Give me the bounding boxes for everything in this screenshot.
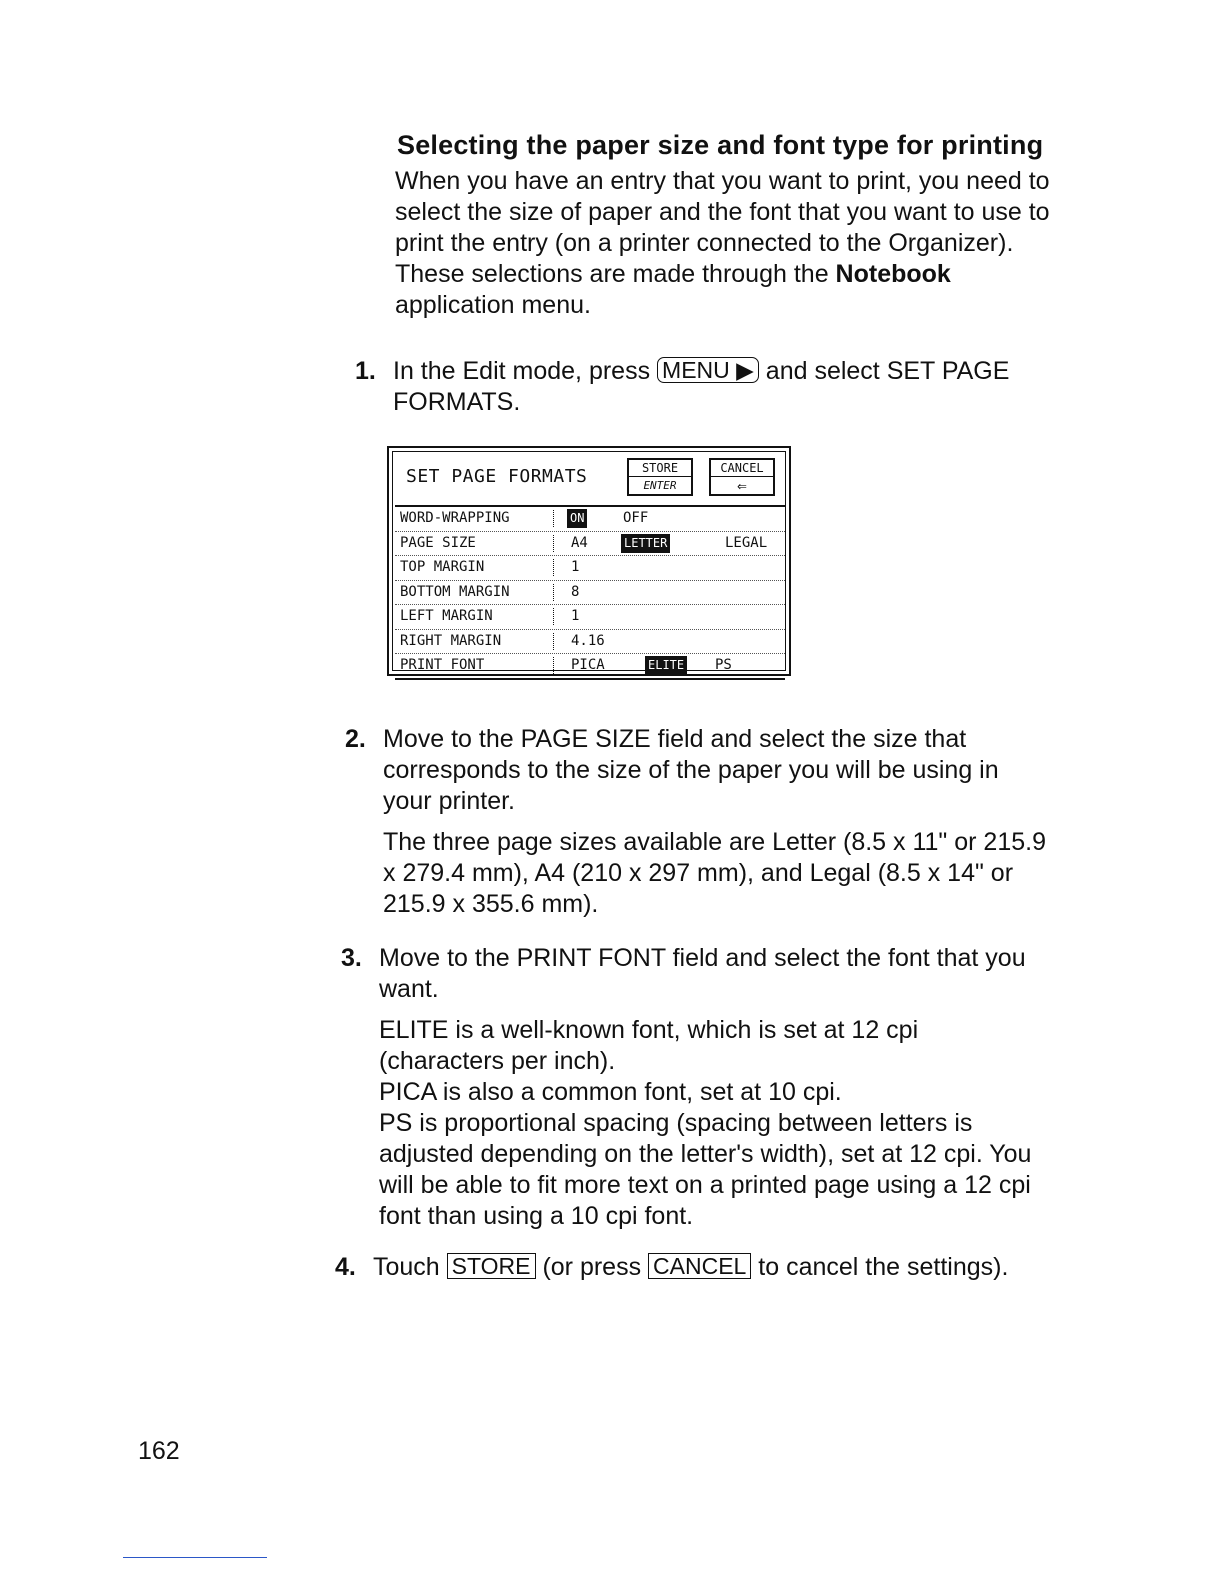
step-1: [355, 356, 1063, 418]
row-separator: [553, 657, 554, 674]
option-letter-selected[interactable]: LETTER: [621, 534, 670, 553]
row-separator: [553, 633, 554, 650]
row-label: WORD-WRAPPING: [400, 510, 510, 526]
intro-text-before: When you have an entry that you want to print, you need to select the size of paper and the font that you want to use to print the entry (on a printer connected to the Organizer). These selections are made through the: [395, 167, 1050, 288]
option-off[interactable]: OFF: [623, 510, 649, 526]
row-label: TOP MARGIN: [400, 559, 485, 575]
row-separator: [553, 535, 554, 552]
step-number: 4.: [335, 1253, 356, 1281]
row-right-margin[interactable]: [395, 630, 785, 655]
row-separator: [553, 608, 554, 625]
settings-table: [395, 505, 785, 680]
row-label: PAGE SIZE: [400, 534, 476, 551]
step-2-paragraph-2: The three page sizes available are Letter (8.5 x 11" or 215.9 x 279.4 mm), A4 (210 x 297 mm), and Legal (8.5 x 14" or 215.9 x 355.6 mm).: [383, 828, 1046, 918]
row-left-margin[interactable]: [395, 605, 785, 630]
step-3-paragraph-1: Move to the PRINT FONT field and select the font that you want.: [379, 944, 1026, 1003]
row-separator: [553, 584, 554, 601]
cancel-key: CANCEL: [648, 1253, 751, 1279]
step-1-text-after: and select SET PAGE FORMATS.: [393, 357, 1010, 416]
step-3-ps-text: PS is proportional spacing (spacing between letters is adjusted depending on the letter's width), set at 12 cpi. You will be able to fit more text on a printed page using a 12 cpi font than using a 10 cpi font.: [379, 1109, 1032, 1230]
option-ps[interactable]: PS: [715, 657, 732, 673]
cancel-button-label: CANCEL: [711, 460, 773, 477]
step-number: 2.: [345, 725, 366, 753]
cancel-button[interactable]: [709, 458, 775, 496]
menu-key: MENU ▶: [657, 357, 759, 383]
intro-paragraph: [395, 166, 1075, 321]
step-3-elite-text: ELITE is a well-known font, which is set at 12 cpi (characters per inch).: [379, 1016, 919, 1075]
section-heading: Selecting the paper size and font type for printing: [397, 130, 1044, 160]
option-pica[interactable]: PICA: [571, 657, 605, 673]
step-1-text-before: In the Edit mode, press: [393, 357, 658, 385]
step-number: 3.: [341, 944, 362, 972]
step-4-text-2: (or press: [535, 1253, 649, 1281]
step-number: 1.: [355, 357, 376, 385]
store-button-label: STORE: [629, 460, 691, 477]
right-margin-value[interactable]: 4.16: [571, 632, 605, 649]
option-legal[interactable]: LEGAL: [725, 534, 768, 551]
store-button[interactable]: [627, 458, 693, 496]
left-margin-value[interactable]: 1: [571, 608, 580, 624]
screen-title: SET PAGE FORMATS: [406, 466, 588, 487]
top-margin-value[interactable]: 1: [571, 559, 580, 575]
row-word-wrapping[interactable]: [395, 507, 785, 532]
step-4-text-3: to cancel the settings).: [751, 1253, 1009, 1281]
row-print-font[interactable]: [395, 654, 785, 678]
row-top-margin[interactable]: [395, 556, 785, 581]
page-number: 162: [138, 1437, 180, 1465]
option-elite-selected[interactable]: ELITE: [645, 656, 687, 675]
step-3-pica-text: PICA is also a common font, set at 10 cpi.: [379, 1078, 842, 1106]
row-label: PRINT FONT: [400, 657, 485, 673]
row-label: BOTTOM MARGIN: [400, 583, 510, 600]
option-on-selected[interactable]: ON: [567, 509, 587, 528]
row-separator: [553, 510, 554, 527]
step-4: [335, 1252, 1053, 1283]
back-arrow-icon: ⇐: [737, 476, 747, 495]
row-bottom-margin[interactable]: [395, 581, 785, 606]
intro-text-end: application menu.: [395, 291, 591, 319]
row-page-size[interactable]: [395, 532, 785, 557]
option-a4[interactable]: A4: [571, 534, 588, 551]
enter-label: ENTER: [643, 479, 677, 492]
bottom-margin-value[interactable]: 8: [571, 583, 580, 600]
store-key: STORE: [447, 1253, 536, 1279]
row-label: LEFT MARGIN: [400, 608, 493, 624]
footer-rule: [123, 1557, 267, 1558]
row-label: RIGHT MARGIN: [400, 632, 502, 649]
intro-bold-notebook: Notebook: [835, 260, 951, 288]
row-separator: [553, 559, 554, 576]
step-3: [341, 943, 1049, 1232]
step-4-text-1: Touch: [373, 1253, 447, 1281]
step-2-paragraph-1: Move to the PAGE SIZE field and select the size that corresponds to the size of the paper you will be using in your printer.: [383, 725, 999, 815]
step-2: [345, 724, 1053, 930]
set-page-formats-screen: [387, 446, 791, 676]
